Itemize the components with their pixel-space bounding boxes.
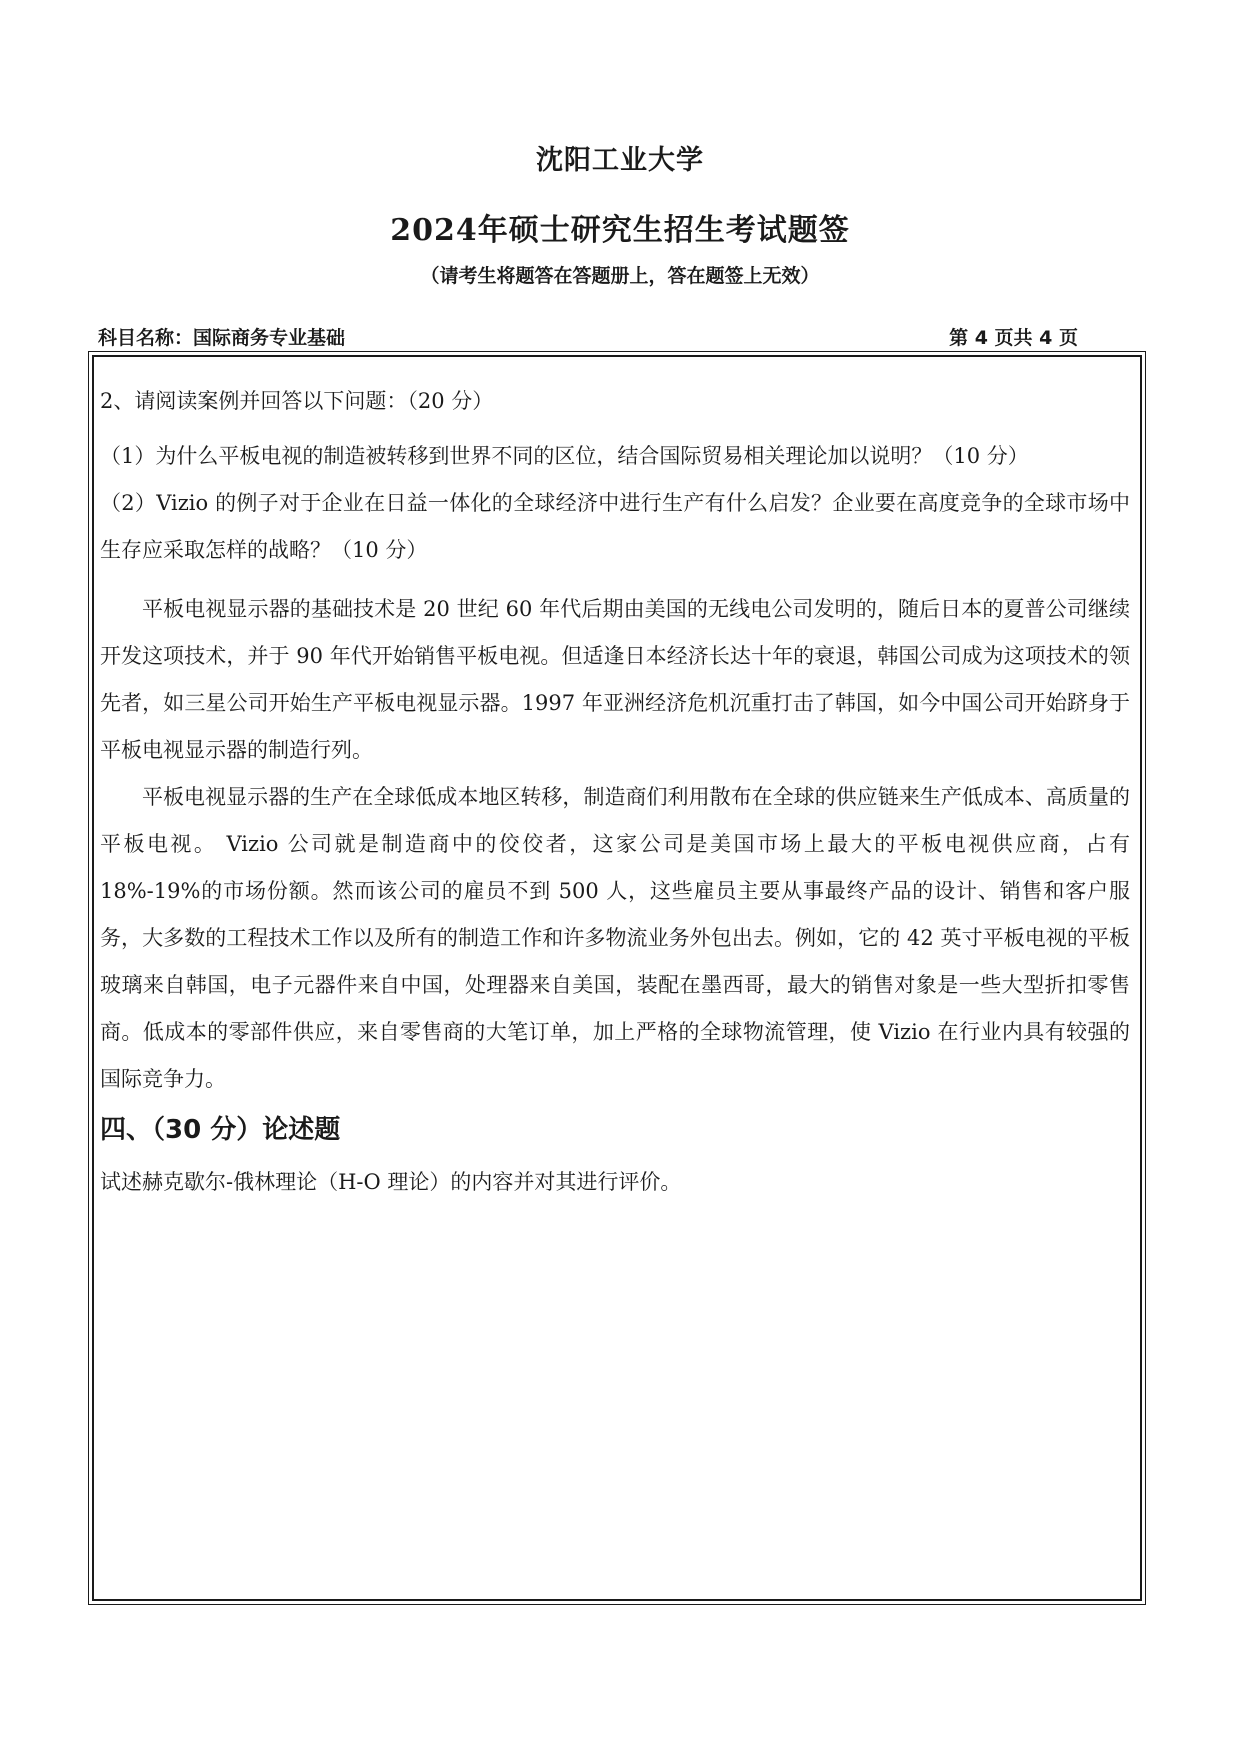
question-2-sub-1: （1）为什么平板电视的制造被转移到世界不同的区位，结合国际贸易相关理论加以说明？（10 分） — [100, 444, 1029, 468]
question-2-sub-2: （2）Vizio 的例子对于企业在日益一体化的全球经济中进行生产有什么启发？企业要在高度竞争的全球市场中生存应采取怎样的战略？（10 分） — [100, 491, 1130, 562]
case-paragraph-2: 平板电视显示器的生产在全球低成本地区转移，制造商们利用散布在全球的供应链来生产低成本、高质量的平板电视。 Vizio 公司就是制造商中的佼佼者，这家公司是美国市场上最大的平板电视供应商，占有 18%-19%的市场份额。然而该公司的雇员不到 500 人，这些雇员主要从事最终产品的设计、销售和客户服务，大多数的工程技术工作以及所有的制造工作和许多物流业务外包出去。例如，它的 42 英寸平板电视的平板玻璃来自韩国，电子元器件来自中国，处理器来自美国，装配在墨西哥，最大的销售对象是一些大型折扣零售商。低成本的零部件供应，来自零售商的大笔订单，加上严格的全球物流管理，使 Vizio 在行业内具有较强的国际竞争力。 — [100, 785, 1130, 1091]
answer-notice: （请考生将题答在答题册上，答在题签上无效） — [420, 265, 820, 287]
section-4-question: 试述赫克歇尔-俄林理论（H-O 理论）的内容并对其进行评价。 — [100, 1170, 682, 1194]
page-number: 第 4 页共 4 页 — [949, 327, 1078, 349]
section-4-heading: 四、（30 分）论述题 — [100, 1115, 341, 1145]
case-paragraph-1: 平板电视显示器的基础技术是 20 世纪 60 年代后期由美国的无线电公司发明的，随后日本的夏普公司继续开发这项技术，并于 90 年代开始销售平板电视。但适逢日本经济长达十年的衰退，韩国公司成为这项技术的领先者，如三星公司开始生产平板电视显示器。1997 年亚洲经济危机沉重打击了韩国，如今中国公司开始跻身于平板电视显示器的制造行列。 — [100, 597, 1130, 762]
question-content — [100, 378, 1130, 1206]
question-2-prompt: 2、请阅读案例并回答以下问题：（20 分） — [100, 389, 494, 413]
subject-line — [98, 323, 1078, 350]
subject-name: 科目名称：国际商务专业基础 — [98, 327, 346, 349]
university-name: 沈阳工业大学 — [536, 145, 704, 176]
exam-title: 2024年硕士研究生招生考试题签 — [390, 213, 850, 248]
